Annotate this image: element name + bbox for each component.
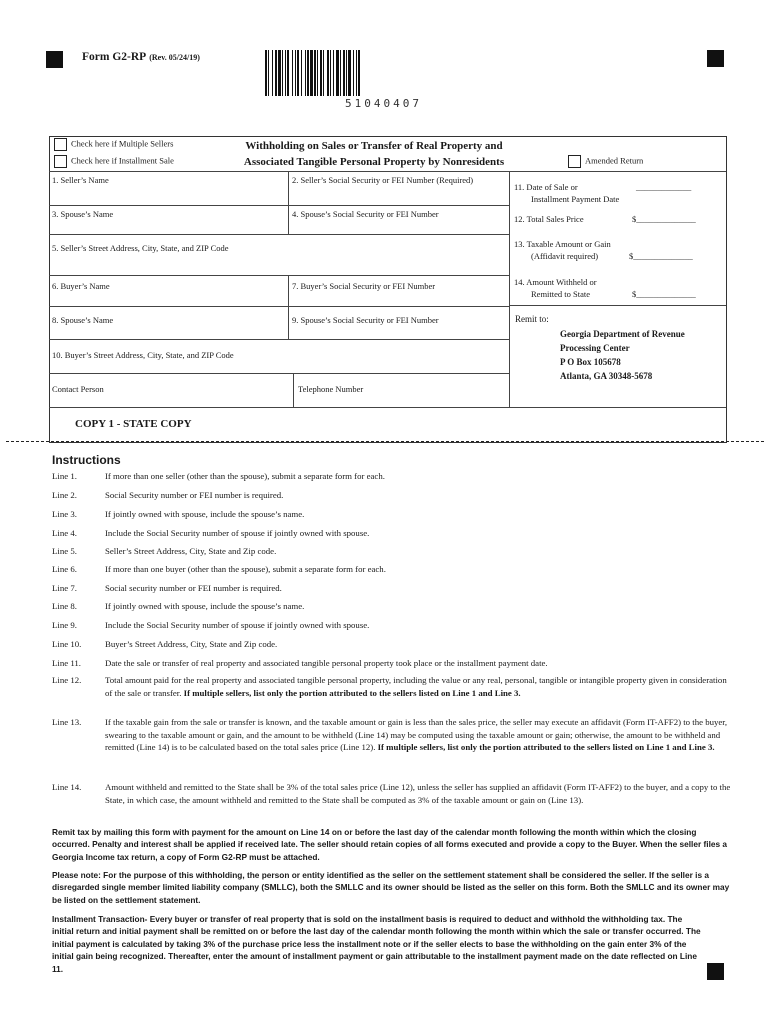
registration-mark-bottom-right bbox=[707, 963, 724, 980]
amended-return-option[interactable] bbox=[568, 155, 643, 168]
multiple-sellers-checkbox[interactable] bbox=[54, 138, 67, 151]
amended-return-label: Amended Return bbox=[585, 155, 644, 166]
instruction-line-number: Line 11. bbox=[52, 658, 81, 668]
instruction-line-3 bbox=[52, 508, 732, 521]
field-date-of-sale-input[interactable]: _____________ bbox=[636, 182, 692, 192]
instruction-line-text: Social security number or FEI number is required. bbox=[105, 583, 282, 593]
form-title bbox=[82, 51, 200, 63]
instruction-line-10 bbox=[52, 638, 732, 651]
instruction-line-text: Seller’s Street Address, City, State and Zip code. bbox=[105, 546, 277, 556]
instruction-line-number: Line 8. bbox=[52, 601, 77, 611]
barcode bbox=[265, 50, 433, 96]
instruction-line-text: Date the sale or transfer of real property and associated tangible personal property took place or the installment payment date. bbox=[105, 658, 548, 668]
instruction-line-number: Line 13. bbox=[52, 717, 82, 727]
field-remitted-to-state: Remitted to State bbox=[531, 289, 591, 299]
instruction-line-text: Buyer’s Street Address, City, State and Zip code. bbox=[105, 639, 278, 649]
instruction-line-text: If more than one buyer (other than the spouse), submit a separate form for each. bbox=[105, 564, 386, 574]
field-telephone[interactable]: Telephone Number bbox=[298, 384, 364, 394]
instruction-line-14 bbox=[52, 781, 732, 806]
field-spouse-name[interactable]: 3. Spouse’s Name bbox=[52, 209, 114, 219]
field-taxable-amount: 13. Taxable Amount or Gain bbox=[514, 239, 611, 249]
instruction-line-12 bbox=[52, 674, 732, 699]
instruction-line-9 bbox=[52, 619, 732, 632]
instruction-line-text: If more than one seller (other than the spouse), submit a separate form for each. bbox=[105, 471, 385, 481]
note-remit-tax: Remit tax by mailing this form with payment for the amount on Line 14 on or before the last day of the calendar month following the month within which the closing occurred. Penalty and interest shall be applied if received late. The seller should retain copies of all forms executed and provide a copy to the Buyer. When the seller files a Georgia Income tax return, a copy of Form G2-RP must be attached. bbox=[52, 827, 728, 862]
form-heading-line1: Withholding on Sales or Transfer of Real Property and bbox=[245, 140, 503, 152]
field-total-sales-price: 12. Total Sales Price bbox=[514, 214, 584, 224]
instruction-line-13 bbox=[52, 716, 732, 754]
barcode-bar bbox=[360, 50, 363, 96]
instruction-line-number: Line 5. bbox=[52, 546, 77, 556]
field-spouse-ssn[interactable]: 4. Spouse’s Social Security or FEI Number bbox=[292, 209, 439, 219]
field-seller-name[interactable]: 1. Seller’s Name bbox=[52, 175, 109, 185]
form-heading bbox=[224, 138, 524, 170]
remit-to-label: Remit to: bbox=[515, 314, 549, 324]
copy-label: COPY 1 - STATE COPY bbox=[75, 418, 192, 430]
instruction-line-text: If the taxable gain from the sale or transfer is known, and the taxable amount or gain is less than the sales price, the seller may execute an affidavit (Form IT-AFF2) to the buyer, swearing to the taxable amount or gain, and the amount to be withheld (Line 14) may be computed using the taxable amount or gain; otherwise, the amount to be withheld and remitted (Line 14) is to be calculated based on the total sales price (Line 12). bbox=[105, 717, 728, 752]
field-amount-withheld: 14. Amount Withheld or bbox=[514, 277, 597, 287]
instruction-line-8 bbox=[52, 600, 732, 613]
instruction-line-4 bbox=[52, 527, 732, 540]
field-buyer-spouse-ssn[interactable]: 9. Spouse’s Social Security or FEI Number bbox=[292, 315, 439, 325]
instruction-line-number: Line 12. bbox=[52, 675, 82, 685]
field-amount-withheld-input[interactable]: $______________ bbox=[632, 289, 696, 299]
field-buyer-spouse-name[interactable]: 8. Spouse’s Name bbox=[52, 315, 114, 325]
instruction-line-2 bbox=[52, 489, 732, 502]
registration-mark-top-right bbox=[707, 50, 724, 67]
field-taxable-amount-input[interactable]: $______________ bbox=[629, 251, 693, 261]
instruction-line-number: Line 2. bbox=[52, 490, 77, 500]
instruction-line-11 bbox=[52, 657, 732, 670]
instruction-line-number: Line 4. bbox=[52, 528, 77, 538]
multiple-sellers-label: Check here if Multiple Sellers bbox=[71, 138, 174, 149]
multiple-sellers-option[interactable] bbox=[54, 138, 173, 151]
field-contact-person[interactable]: Contact Person bbox=[52, 384, 104, 394]
instruction-line-1 bbox=[52, 470, 732, 483]
field-affidavit-required: (Affidavit required) bbox=[531, 251, 599, 261]
instruction-line-number: Line 3. bbox=[52, 509, 77, 519]
note-installment: Installment Transaction- Every buyer or transfer of real property that is sold on the installment basis is required to deduct and withhold the withholding tax. The initial return and initial payment shall be remitted on or before the last day of the calendar month following the month within which the sale or transfer occurred. The initial payment is calculated by taking 3% of the purchase price less the installment note or if the seller elects to base the withholding on the gain enter 3% of the initial gain being recognized. Thereafter, enter the amount of installment payment or gain attributable to the installment payment made on the date reflected on Line 11. bbox=[52, 914, 701, 974]
instructions-title: Instructions bbox=[52, 453, 121, 467]
form-name: Form G2-RP bbox=[82, 51, 147, 63]
field-total-sales-price-input[interactable]: $______________ bbox=[632, 214, 696, 224]
field-buyer-name[interactable]: 6. Buyer’s Name bbox=[52, 281, 110, 291]
remit-address-line2: Processing Center bbox=[560, 343, 630, 353]
instruction-line-number: Line 14. bbox=[52, 782, 82, 792]
instruction-line-number: Line 7. bbox=[52, 583, 77, 593]
instruction-line-text: Include the Social Security number of spouse if jointly owned with spouse. bbox=[105, 528, 370, 538]
instruction-line-bold: If multiple sellers, list only the portion attributed to the sellers listed on Line 1 and Line 3. bbox=[377, 742, 715, 752]
registration-mark-top-left bbox=[46, 51, 63, 68]
field-seller-address[interactable]: 5. Seller’s Street Address, City, State, and ZIP Code bbox=[52, 243, 229, 253]
instruction-line-text: Include the Social Security number of spouse if jointly owned with spouse. bbox=[105, 620, 370, 630]
field-buyer-address[interactable]: 10. Buyer’s Street Address, City, State, and ZIP Code bbox=[52, 350, 234, 360]
instruction-line-number: Line 1. bbox=[52, 471, 77, 481]
instruction-line-6 bbox=[52, 563, 732, 576]
installment-sale-checkbox[interactable] bbox=[54, 155, 67, 168]
form-heading-line2: Associated Tangible Personal Property by Nonresidents bbox=[243, 156, 505, 168]
field-seller-ssn[interactable]: 2. Seller’s Social Security or FEI Number (Required) bbox=[292, 175, 474, 185]
installment-sale-option[interactable] bbox=[54, 155, 174, 168]
installment-sale-label: Check here if Installment Sale bbox=[71, 155, 174, 166]
instruction-line-bold: If multiple sellers, list only the portion attributed to the sellers listed on Line 1 and Line 3. bbox=[183, 687, 521, 698]
remit-address-line3: P O Box 105678 bbox=[560, 357, 621, 367]
instruction-line-text: Amount withheld and remitted to the State shall be 3% of the total sales price (Line 12), unless the seller has supplied an affidavit (Form IT-AFF2) to the buyer, and a copy to the State, in which case, the amount withheld and remitted to the State shall be computed as 3% of the taxable amount or gain on (Line 13). bbox=[105, 782, 731, 805]
instruction-line-text: Total amount paid for the real property and associated tangible personal property, including the value or any real, personal, tangible or intangible property given in consideration of the sale or transfer. bbox=[105, 675, 727, 698]
instruction-line-number: Line 6. bbox=[52, 564, 77, 574]
instruction-line-text: Social Security number or FEI number is required. bbox=[105, 490, 284, 500]
instruction-line-7 bbox=[52, 582, 732, 595]
form-revision: (Rev. 05/24/19) bbox=[149, 53, 200, 62]
note-please-note: Please note: For the purpose of this withholding, the person or entity identified as the seller on the settlement statement shall be considered the seller. If the seller is a disregarded single member limited liability company (SMLLC), both the SMLLC and its owner should be listed as the seller on this form. Both the SMLLC and its owner may be listed on the settlement statement. bbox=[52, 870, 730, 905]
barcode-number: 51040407 bbox=[345, 97, 422, 110]
instruction-line-text: If jointly owned with spouse, include the spouse’s name. bbox=[105, 601, 305, 611]
remit-address bbox=[560, 327, 685, 383]
remit-address-line4: Atlanta, GA 30348-5678 bbox=[560, 371, 653, 381]
instruction-line-number: Line 10. bbox=[52, 639, 82, 649]
field-installment-date: Installment Payment Date bbox=[531, 194, 620, 204]
instruction-line-5 bbox=[52, 545, 732, 558]
remit-address-line1: Georgia Department of Revenue bbox=[560, 329, 685, 339]
instruction-line-number: Line 9. bbox=[52, 620, 77, 630]
field-buyer-ssn[interactable]: 7. Buyer’s Social Security or FEI Number bbox=[292, 281, 436, 291]
instruction-line-text: If jointly owned with spouse, include the spouse’s name. bbox=[105, 509, 305, 519]
cut-line bbox=[6, 441, 764, 442]
amended-return-checkbox[interactable] bbox=[568, 155, 581, 168]
field-date-of-sale: 11. Date of Sale or bbox=[514, 182, 578, 192]
